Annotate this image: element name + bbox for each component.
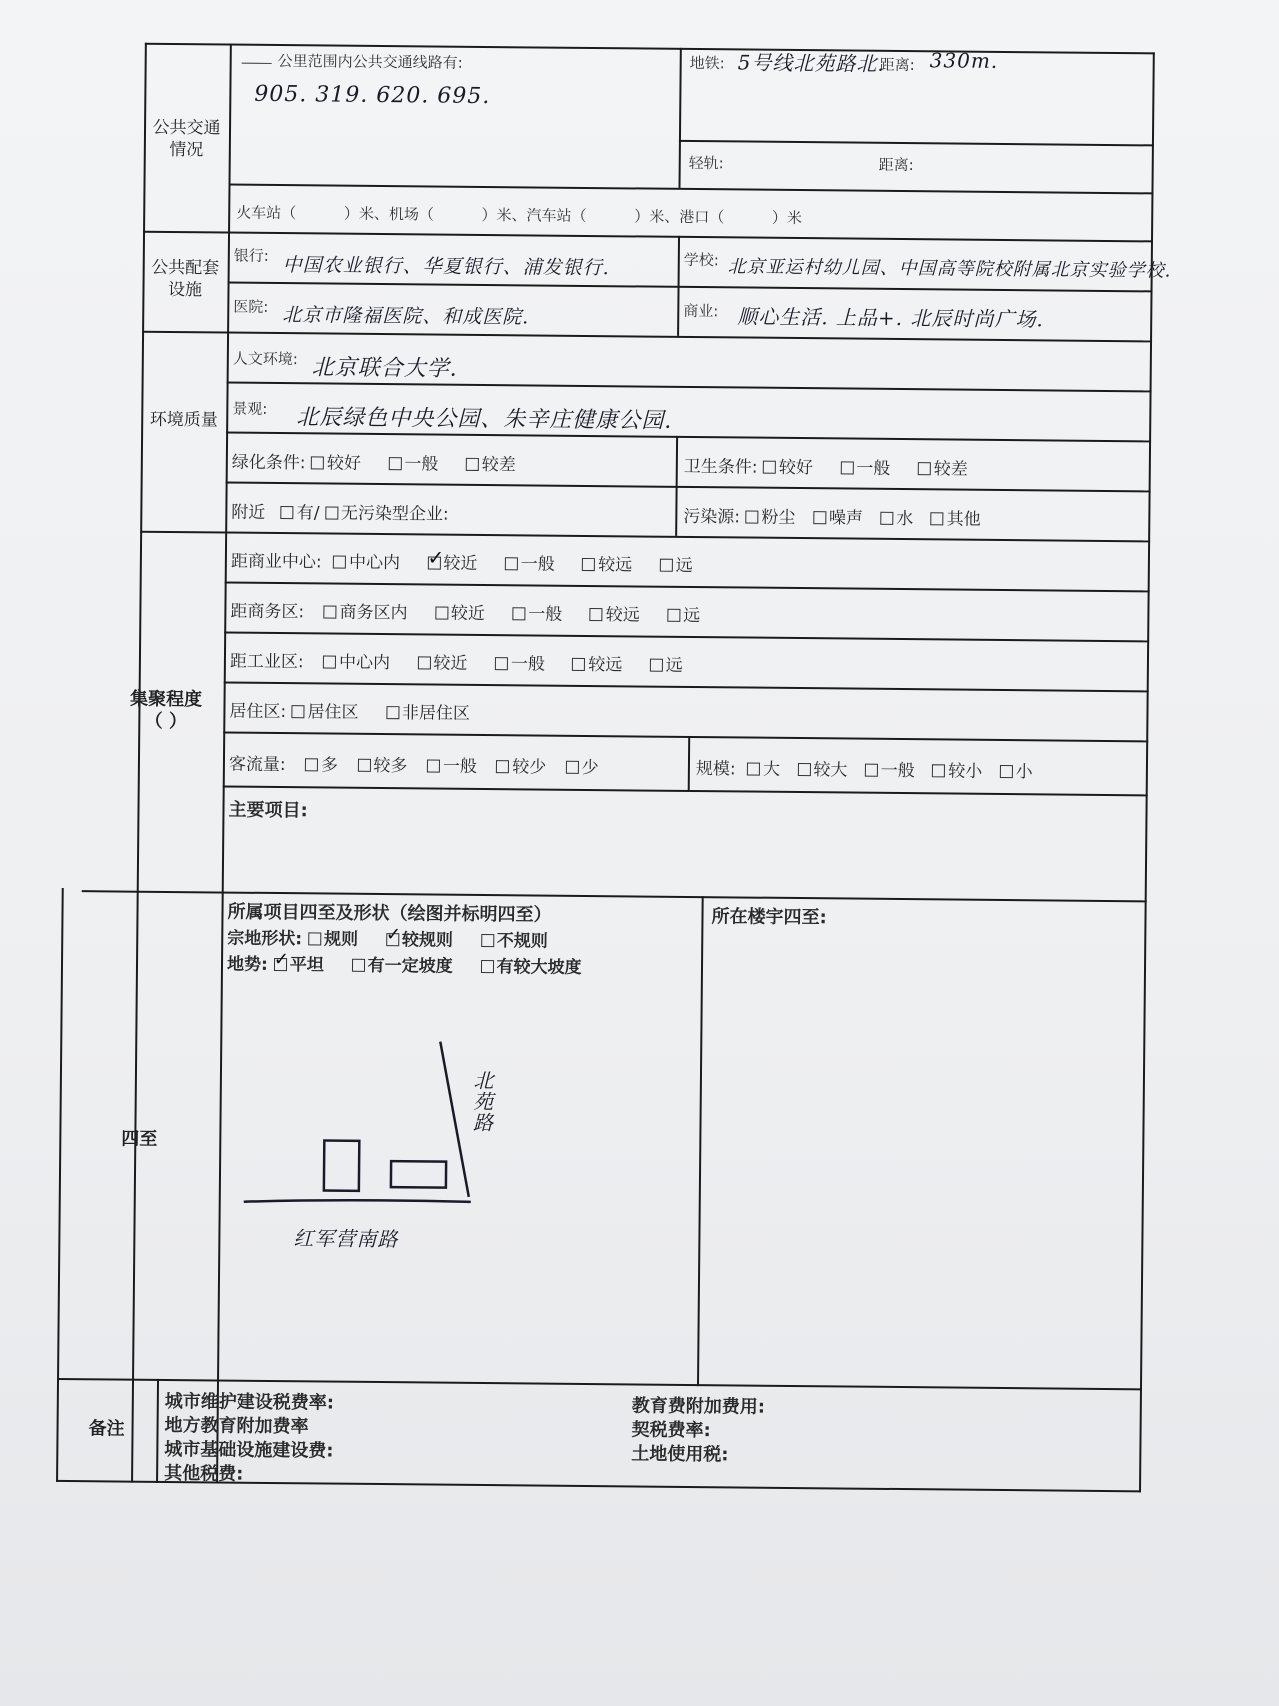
env-line-3 — [226, 482, 1151, 493]
pollution-dust-checkbox[interactable] — [745, 511, 758, 524]
shape-row: 宗地形状: 规则 ✓ 较规则 不规则 — [227, 924, 548, 952]
remark-land-use-tax: 土地使用税: — [631, 1443, 729, 1466]
bus-label: 公里范围内公共交通线路有: — [242, 50, 463, 73]
env-line-1 — [227, 382, 1152, 393]
nearby-none-checkbox[interactable] — [325, 506, 338, 519]
transport-row-line — [228, 184, 1153, 195]
traffic-less-checkbox[interactable] — [496, 760, 509, 773]
bus-lines-value: 905. 319. 620. 695. — [254, 81, 491, 110]
residential-checkbox[interactable] — [292, 705, 305, 718]
traffic-row: 客流量: 多 较多 一般 较少 少 — [228, 754, 599, 779]
facilities-bottom-line — [142, 331, 1152, 343]
business-inside-checkbox[interactable] — [323, 605, 336, 618]
border-left-lower — [56, 888, 64, 1482]
greening-normal-checkbox[interactable] — [388, 457, 401, 470]
industrial-normal-checkbox[interactable] — [495, 657, 508, 670]
light-rail-distance-label: 距离: — [878, 155, 914, 175]
scale-row: 规模: 大 较大 一般 较小 小 — [695, 759, 1033, 783]
agg-line-3 — [224, 682, 1149, 693]
pollution-row: 污染源: 粉尘 噪声 水 其他 — [683, 506, 981, 530]
terrain-steep-checkbox[interactable] — [481, 960, 494, 973]
traffic-normal-checkbox[interactable] — [427, 759, 440, 772]
subway-distance-label: 距离: — [879, 55, 915, 75]
industrial-distance-row: 距工业区: 中心内 较近 一般 较远 远 — [229, 651, 683, 676]
remark-local-education: 地方教育附加费率 — [164, 1414, 309, 1438]
commercial-normal-checkbox[interactable] — [505, 557, 518, 570]
industrial-very-far-checkbox[interactable] — [650, 659, 663, 672]
transport-section-label: 公共交通 情况 — [152, 117, 221, 161]
hospital-value: 北京市隆福医院、和成医院. — [282, 304, 530, 329]
scenery-value: 北辰绿色中央公园、朱辛庄健康公园. — [296, 405, 673, 434]
school-value: 北京亚运村幼儿园、中国高等院校附属北京实验学校. — [727, 256, 1172, 282]
terrain-checkmark: ✓ — [273, 948, 289, 971]
terrain-row: 地势: ✓ 平坦 有一定坡度 有较大坡度 — [226, 948, 582, 978]
hygiene-row: 卫生条件: 较好 一般 较差 — [683, 456, 968, 480]
pollution-water-checkbox[interactable] — [880, 512, 893, 525]
south-road-line — [244, 1199, 471, 1204]
stations-distance-text: 火车站（ ）米、机场（ ）米、汽车站（ ）米、港口（ ）米 — [236, 203, 803, 228]
remarks-divider — [156, 1379, 159, 1483]
agg-line-4 — [223, 732, 1148, 743]
boundary-section-label: 四至 — [121, 1128, 158, 1150]
nearby-row: 附近 有/ 无污染型企业: — [231, 502, 449, 525]
shape-irregular-checkbox[interactable] — [481, 934, 494, 947]
agg-line-1 — [225, 582, 1150, 593]
scale-large-checkbox[interactable] — [747, 763, 760, 776]
remark-deed-tax: 契税费率: — [631, 1419, 711, 1442]
main-items-label: 主要项目: — [228, 799, 308, 822]
remark-urban-maintenance: 城市维护建设税费率: — [164, 1390, 335, 1414]
traffic-many-checkbox[interactable] — [305, 758, 318, 771]
traffic-more-checkbox[interactable] — [357, 759, 370, 772]
agglomeration-section-label: 集聚程度 （ ） — [129, 688, 203, 733]
boundary-divider — [697, 896, 704, 1386]
industrial-center-checkbox[interactable] — [323, 655, 336, 668]
culture-value: 北京联合大学. — [311, 355, 458, 382]
scale-smaller-checkbox[interactable] — [932, 764, 945, 777]
south-road-label: 红军营南路 — [293, 1226, 399, 1252]
remark-infrastructure: 城市基础设施建设费: — [164, 1438, 334, 1462]
north-road-line — [439, 1042, 470, 1197]
commercial-center-checkbox[interactable] — [333, 556, 346, 569]
subway-label: 地铁: — [689, 53, 725, 73]
agg-line-5 — [223, 786, 1148, 797]
scale-small-checkbox[interactable] — [1000, 765, 1013, 778]
env-line-2 — [226, 432, 1151, 443]
greening-poor-checkbox[interactable] — [466, 458, 479, 471]
transport-bottom-line — [143, 231, 1153, 243]
hospital-label: 医院: — [233, 297, 269, 316]
pollution-noise-checkbox[interactable] — [813, 511, 826, 524]
transport-divider — [678, 48, 681, 188]
scale-normal-checkbox[interactable] — [865, 764, 878, 777]
industrial-far-checkbox[interactable] — [572, 658, 585, 671]
remark-other-taxes: 其他税费: — [164, 1462, 244, 1485]
commercial-very-far-checkbox[interactable] — [660, 559, 673, 572]
business-normal-checkbox[interactable] — [512, 607, 525, 620]
culture-label: 人文环境: — [232, 349, 298, 369]
building-shape-1 — [324, 1140, 359, 1190]
shape-regular-checkbox[interactable] — [308, 932, 321, 945]
env-bottom-line — [140, 531, 1150, 543]
facilities-section-label: 公共配套 设施 — [151, 257, 220, 301]
commercial-near-checkmark: ✓ — [427, 545, 445, 570]
hygiene-normal-checkbox[interactable] — [840, 461, 853, 474]
nearby-yes-checkbox[interactable] — [281, 506, 294, 519]
scale-larger-checkbox[interactable] — [797, 763, 810, 776]
subway-value: 5号线北苑路北. — [737, 50, 885, 76]
remarks-section-label: 备注 — [88, 1418, 125, 1440]
north-road-label: 北苑路 — [469, 1069, 495, 1134]
scenery-label: 景观: — [232, 399, 268, 418]
survey-form — [55, 28, 1250, 1639]
greening-good-checkbox[interactable] — [311, 456, 324, 469]
light-rail-label: 轻轨: — [688, 153, 724, 173]
non-residential-checkbox[interactable] — [386, 706, 399, 719]
commerce-value: 顺心生活. 上品+. 北辰时尚广场. — [737, 304, 1044, 332]
terrain-slope-checkbox[interactable] — [352, 959, 365, 972]
school-label: 学校: — [683, 250, 719, 270]
traffic-few-checkbox[interactable] — [566, 761, 579, 774]
commerce-label: 商业: — [683, 301, 719, 321]
subway-distance-value: 330m. — [929, 48, 999, 73]
business-far-checkbox[interactable] — [590, 608, 603, 621]
commercial-distance-row: 距商业中心: 中心内 ✓ 较近 一般 较远 远 — [230, 545, 693, 577]
facilities-mid-line — [228, 282, 1153, 293]
remark-education-surcharge: 教育费附加费用: — [631, 1395, 766, 1418]
building-shape-2 — [391, 1161, 446, 1188]
bank-value: 中国农业银行、华夏银行、浦发银行. — [282, 254, 610, 280]
hygiene-good-checkbox[interactable] — [763, 461, 776, 474]
industrial-near-checkbox[interactable] — [417, 656, 430, 669]
commercial-far-checkbox[interactable] — [582, 558, 595, 571]
bank-label: 银行: — [233, 246, 269, 265]
building-boundary-title: 所在楼宇四至: — [711, 906, 827, 929]
agg-divider — [688, 736, 691, 790]
business-distance-row: 距商务区: 商务区内 较近 一般 较远 远 — [230, 601, 701, 627]
business-very-far-checkbox[interactable] — [667, 609, 680, 622]
subway-divider — [679, 140, 1154, 147]
pollution-other-checkbox[interactable] — [931, 512, 944, 525]
agg-line-2 — [224, 632, 1149, 643]
shape-checkmark: ✓ — [385, 924, 402, 946]
environment-section-label: 环境质量 — [149, 409, 218, 431]
hygiene-poor-checkbox[interactable] — [918, 462, 931, 475]
business-near-checkbox[interactable] — [435, 607, 448, 620]
greening-row: 绿化条件: 较好 一般 较差 — [231, 452, 516, 476]
project-boundary-title: 所属项目四至及形状（绘图并标明四至） — [227, 901, 552, 926]
residential-row: 居住区: 居住区 非居住区 — [229, 701, 471, 724]
